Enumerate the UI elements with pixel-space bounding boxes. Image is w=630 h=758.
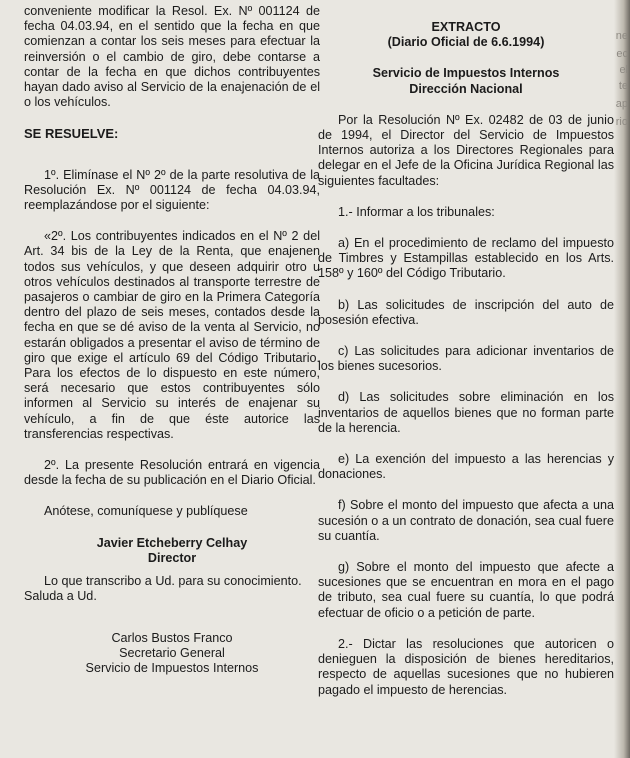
faculty-item-g: g) Sobre el monto del impuesto que afecte a sucesiones que se encuentran en mora en el pago de tributo, sea cual fuere su cuantía, lo que podrá efectuar de oficio o a petición de parte. bbox=[318, 560, 614, 620]
bleed-text: rio bbox=[615, 116, 628, 128]
bleed-text: ec bbox=[616, 48, 628, 60]
anotese-line: Anótese, comuníquese y publíquese bbox=[44, 504, 248, 519]
extracto-title: EXTRACTO bbox=[431, 20, 501, 34]
page-edge-shadow bbox=[614, 0, 630, 758]
faculty-item-d: d) Las solicitudes sobre eliminación en los inventarios de aquellos bienes que no forman parte de la herencia. bbox=[318, 390, 614, 435]
secretary-org: Servicio de Impuestos Internos bbox=[85, 660, 259, 675]
bleed-text: el bbox=[619, 64, 628, 76]
bleed-text: ap bbox=[615, 98, 628, 110]
extracto-subtitle: (Diario Oficial de 6.6.1994) bbox=[387, 35, 545, 50]
right-column bbox=[318, 20, 614, 698]
transcription-line: Lo que transcribo a Ud. para su conocimiento. Saluda a Ud. bbox=[24, 574, 302, 604]
secretary-title: Secretario General bbox=[119, 645, 225, 660]
extracto-org: Servicio de Impuestos Internos bbox=[372, 66, 560, 81]
faculty-item-1: 1.- Informar a los tribunales: bbox=[338, 204, 495, 219]
resolution-point-1: 1º. Elimínase el Nº 2º de la parte resolutiva de la Resolución Ex. Nº 001124 de fecha 04.03.94, reemplazándose por el siguiente: bbox=[24, 167, 320, 213]
se-resuelve-heading: SE RESUELVE: bbox=[24, 126, 119, 142]
resolution-point-3: 2º. La presente Resolución entrará en vigencia desde la fecha de su publicación en el Diario Oficial. bbox=[24, 458, 320, 488]
bleed-text: ne bbox=[615, 30, 628, 42]
left-column bbox=[24, 4, 320, 676]
faculty-item-b: b) Las solicitudes de inscripción del auto de posesión efectiva. bbox=[318, 297, 614, 327]
signer-title: Director bbox=[147, 550, 197, 565]
faculty-item-c: c) Las solicitudes para adicionar inventarios de los bienes sucesorios. bbox=[318, 344, 614, 374]
intro-paragraph: conveniente modificar la Resol. Ex. Nº 001124 de fecha 04.03.94, en el sentido que la fecha en que comienzan a contar los seis meses para efectuar la reinversión o el cambio de giro, debe contarse a contar de la fecha en que dichos contribuyentes hayan dado aviso al Servicio de la enajenación de el o los vehículos. bbox=[24, 4, 320, 110]
faculty-item-2: 2.- Dictar las resoluciones que autoricen o denieguen la disposición de bienes hereditarios, respecto de aquellas sucesiones que no hubieren pagado el impuesto de herencias. bbox=[318, 636, 614, 697]
faculty-item-a: a) En el procedimiento de reclamo del impuesto de Timbres y Estampillas establecido en los Arts. 158º y 160º del Código Tributario. bbox=[318, 236, 614, 281]
extracto-body: Por la Resolución Nº Ex. 02482 de 03 de junio de 1994, el Director del Servicio de Impuestos Internos autoriza a los Directores Regionales para delegar en el Jefe de la Oficina Jurídica Regional las siguientes facultades: bbox=[318, 112, 614, 188]
extracto-dept: Dirección Nacional bbox=[409, 81, 523, 96]
faculty-item-e: e) La exención del impuesto a las herencias y donaciones. bbox=[318, 452, 614, 482]
signer-name: Javier Etcheberry Celhay bbox=[96, 535, 248, 550]
resolution-point-2-text: «2º. Los contribuyentes indicados en el Nº 2 del Art. 34 bis de la Ley de la Renta, que enajenen todos sus vehículos, y que deseen adquirir otro u otros vehículos destinados al transporte terrestre de pasajeros o cambiar de giro en la Primera Categoría dentro del plazo de seis meses, contados desde la fecha en que se dé aviso de la venta al Servicio, no estarán obligados a presentar el aviso de término de giro que exige el artículo 69 del Código Tributario. Para los efectos de lo dispuesto en este número, será necesario que estos contribuyentes sólo informen al Servicio su interés de enajenar su vehículo, a fin de que éste autorice las transferencias respectivas. bbox=[24, 229, 320, 441]
secretary-name: Carlos Bustos Franco bbox=[111, 630, 233, 645]
bleed-text: te bbox=[618, 80, 628, 92]
faculty-item-f: f) Sobre el monto del impuesto que afecta a una sucesión o a un contrato de donación, sea cual fuere su cuantía. bbox=[318, 498, 614, 543]
